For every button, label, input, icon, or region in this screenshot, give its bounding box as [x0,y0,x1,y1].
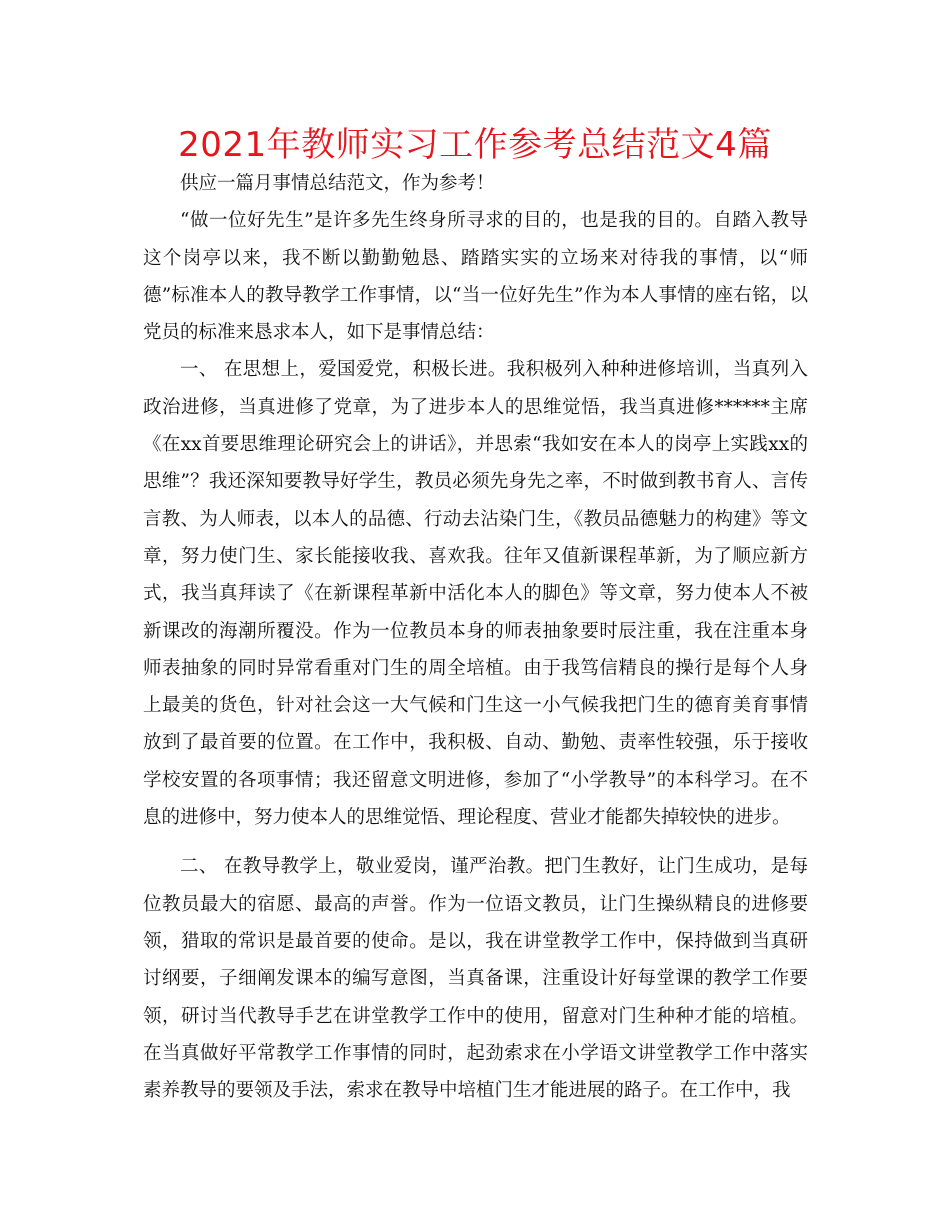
paragraph-intro: 供应一篇月事情总结范文，作为参考！ [180,173,495,194]
document-body [143,165,808,1109]
paragraph-section-1: 一、 在思想上，爱国爱党，积极长进。我积极列入种种进修培训，当真列入政治进修，当真进修了党章，为了进步本人的思维觉悟，我当真进修******主席《在xx首要思维理论研究会上的讲话》，并思索“我如安在本人的岗亭上实践xx的思维”？我还深知要教导好学生，教员必须先身先之率，不时做到教书育人、言传言教、为人师表，以本人的品德、行动去沾染门生，《教员品德魅力的构建》等文章，努力使门生、家长能接收我、喜欢我。往年又值新课程革新，为了顺应新方式，我当真拜读了《在新课程革新中活化本人的脚色》等文章，努力使本人不被新课改的海潮所覆没。作为一位教员本身的师表抽象要时辰注重，我在注重本身师表抽象的同时异常看重对门生的周全培植。由于我笃信精良的操行是每个人身上最美的货色，针对社会这一大气候和门生这一小气候我把门生的德育美育事情放到了最首要的位置。在工作中，我积极、自动、勤勉、责率性较强，乐于接收学校安置的各项事情；我还留意文明进修，参加了“小学教导”的本科学习。在不息的进修中，努力使本人的思维觉悟、理论程度、营业才能都失掉较快的进步。 [143,359,808,829]
paragraph-section-2: 二、 在教导教学上，敬业爱岗，谨严治教。把门生教好，让门生成功，是每位教员最大的宿愿、最高的声誉。作为一位语文教员，让门生操纵精良的进修要领，猎取的常识是最首要的使命。是以，我在讲堂教学工作中，保持做到当真研讨纲要，子细阐发课本的编写意图，当真备课，注重设计好每堂课的教学工作要领，研讨当代教导手艺在讲堂教学工作中的使用，留意对门生种种才能的培植。在当真做好平常教学工作事情的同时，起劲索求在小学语文讲堂教学工作中落实素养教导的要领及手法，索求在教导中培植门生才能进展的路子。在工作中，我 [143,856,808,1102]
paragraph-preface: “做一位好先生”是许多先生终身所寻求的目的，也是我的目的。自踏入教导这个岗亭以来，我不断以勤勤勉恳、踏踏实实的立场来对待我的事情，以“师德”标准本人的教导教学工作事情，以“当一位好先生”作为本人事情的座右铭，以党员的标准来恳求本人，如下是事情总结： [143,210,808,344]
document-title: 2021年教师实习工作参考总结范文4篇 [178,125,772,165]
